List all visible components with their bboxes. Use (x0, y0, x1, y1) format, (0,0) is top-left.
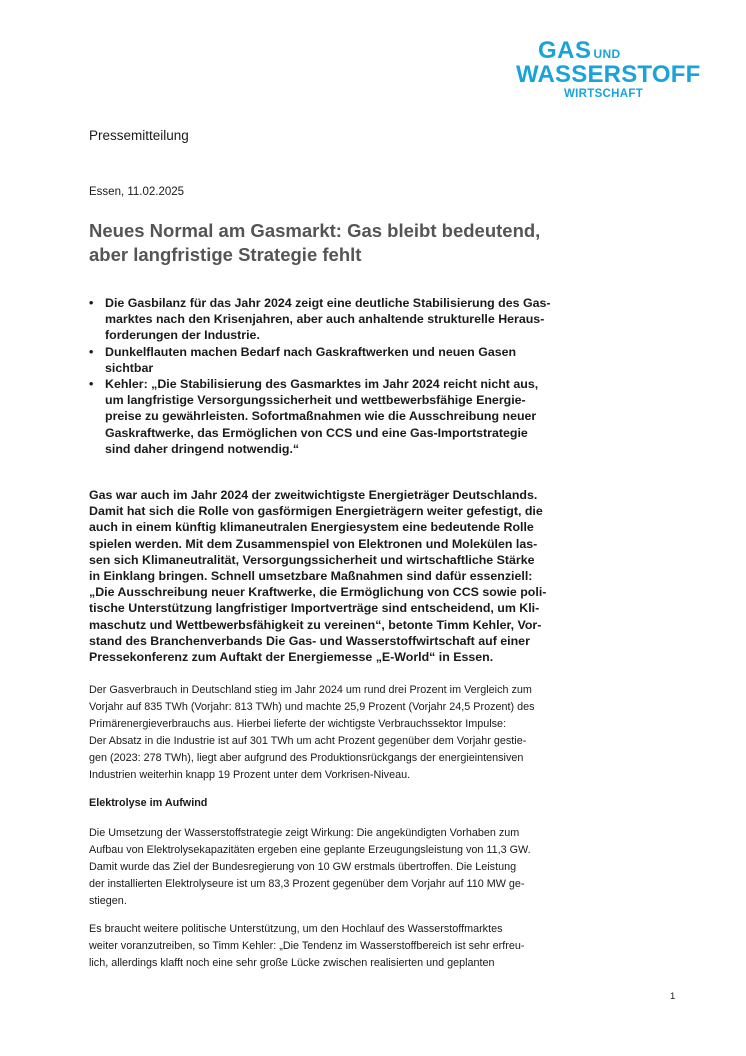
bullet-line: preise zu gewährleisten. Sofortmaßnahmen wie die Ausschreibung neuer (105, 409, 537, 424)
logo-line-3: WIRTSCHAFT (564, 88, 644, 100)
bullet-line: marktes nach den Krisenjahren, aber auch anhaltende strukturelle Heraus- (105, 312, 545, 327)
logo-line-1: GAS UND (538, 37, 621, 64)
body-line: Primärenergieverbrauchs aus. Hierbei lieferte der wichtigste Verbrauchssektor Impulse: (89, 718, 507, 730)
lead-paragraph (89, 487, 629, 665)
body-line: Aufbau von Elektrolysekapazitäten ergeben eine geplante Erzeugungsleistung von 11,3 GW. (89, 844, 531, 856)
logo-line-2: WASSERSTOFF (516, 61, 701, 88)
body-line: der installierten Elektrolyseure ist um 83,3 Prozent gegenüber dem Vorjahr auf 110 MW ge- (89, 878, 525, 890)
lead-line: Gas war auch im Jahr 2024 der zweitwichtigste Energieträger Deutschlands. (89, 488, 538, 502)
bullet-dot-icon: • (89, 296, 94, 310)
bullet-line: um langfristige Versorgungssicherheit und wettbewerbsfähige Energie- (105, 393, 526, 408)
document-type: Pressemitteilung (89, 128, 189, 143)
body-line: gen (2023: 278 TWh), liegt aber aufgrund des Produktionsrückgangs der energieintensiven (89, 752, 524, 764)
body-line: Vorjahr auf 835 TWh (Vorjahr: 813 TWh) und machte 25,9 Prozent (Vorjahr 24,5 Prozent) des (89, 701, 535, 713)
lead-line: auch in einem künftig klimaneutralen Energiesystem eine bedeutende Rolle (89, 520, 534, 535)
bullet-line: Die Gasbilanz für das Jahr 2024 zeigt eine deutliche Stabilisierung des Gas- (105, 296, 551, 310)
body-line: lich, allerdings klafft noch eine sehr große Lücke zwischen realisierten und geplanten (89, 957, 495, 969)
lead-line: stand des Branchenverbands Die Gas- und Wasserstoffwirtschaft auf einer (89, 633, 530, 648)
bullet-line: Dunkelflauten machen Bedarf nach Gaskraftwerken und neuen Gasen (105, 344, 517, 359)
page-number: 1 (670, 991, 676, 1002)
bullet-line: sichtbar (105, 360, 154, 375)
headline-line: aber langfristige Strategie fehlt (89, 244, 362, 265)
body-paragraph-hydrogen-support (89, 921, 629, 972)
body-line: Der Absatz in die Industrie ist auf 301 TWh um acht Prozent gegenüber dem Vorjahr gestie- (89, 735, 527, 747)
bullet-dot-icon: • (89, 377, 94, 392)
bullet-line: Kehler: „Die Stabilisierung des Gasmarktes im Jahr 2024 reicht nicht aus, (105, 377, 539, 392)
bullet-line: forderungen der Industrie. (105, 328, 260, 343)
body-paragraph-gas-consumption (89, 682, 629, 784)
dateline: Essen, 11.02.2025 (89, 186, 185, 198)
body-line: weiter voranzutreiben, so Timm Kehler: „Die Tendenz im Wasserstoffbereich ist sehr erfreu- (89, 940, 525, 952)
lead-line: tische Unterstützung langfristiger Importverträge sind entscheidend, um Kli- (89, 601, 540, 616)
headline-line: Neues Normal am Gasmarkt: Gas bleibt bedeutend, (89, 220, 541, 241)
lead-line: spielen werden. Mit dem Zusammenspiel von Elektronen und Molekülen las- (89, 536, 538, 551)
lead-line: „Die Ausschreibung neuer Kraftwerke, die Ermöglichung von CCS sowie poli- (89, 585, 547, 600)
body-line: Der Gasverbrauch in Deutschland stieg im Jahr 2024 um rund drei Prozent im Vergleich zum (89, 684, 532, 696)
lead-line: Damit hat sich die Rolle von gasförmigen Energieträgern weiter gefestigt, die (89, 504, 543, 519)
bullet-item (89, 295, 599, 344)
body-line: stiegen. (89, 895, 127, 907)
body-paragraph-electrolysis (89, 825, 629, 910)
bullet-dot-icon: • (89, 344, 94, 359)
bullet-line: Gaskraftwerke, das Ermöglichen von CCS und eine Gas-Importstrategie (105, 425, 528, 440)
body-line: Industrien weiterhin knapp 19 Prozent unter dem Vorkrisen-Niveau. (89, 769, 411, 781)
body-line: Damit wurde das Ziel der Bundesregierung von 10 GW erstmals übertroffen. Die Leistung (89, 861, 517, 873)
company-logo (512, 38, 712, 106)
section-subheading: Elektrolyse im Aufwind (89, 797, 208, 809)
body-line: Die Umsetzung der Wasserstoffstrategie zeigt Wirkung: Die angekündigten Vorhaben zum (89, 827, 520, 839)
bullet-line: sind daher dringend notwendig.“ (105, 441, 300, 456)
lead-line: in Einklang bringen. Schnell umsetzbare Maßnahmen sind dafür essenziell: (89, 569, 533, 584)
lead-line: maschutz und Wettbewerbsfähigkeit zu vereinen“, betonte Timm Kehler, Vor- (89, 617, 542, 632)
headline (89, 219, 609, 267)
bullet-item (89, 376, 599, 457)
body-line: Es braucht weitere politische Unterstützung, um den Hochlauf des Wasserstoffmarktes (89, 923, 503, 935)
bullet-item (89, 344, 599, 376)
lead-line: Pressekonferenz zum Auftakt der Energiemesse „E-World“ in Essen. (89, 650, 494, 665)
lead-line: sen sich Klimaneutralität, Versorgungssicherheit und wirtschaftliche Stärke (89, 552, 535, 567)
logo-und: UND (593, 47, 621, 61)
summary-bullets (89, 295, 599, 457)
